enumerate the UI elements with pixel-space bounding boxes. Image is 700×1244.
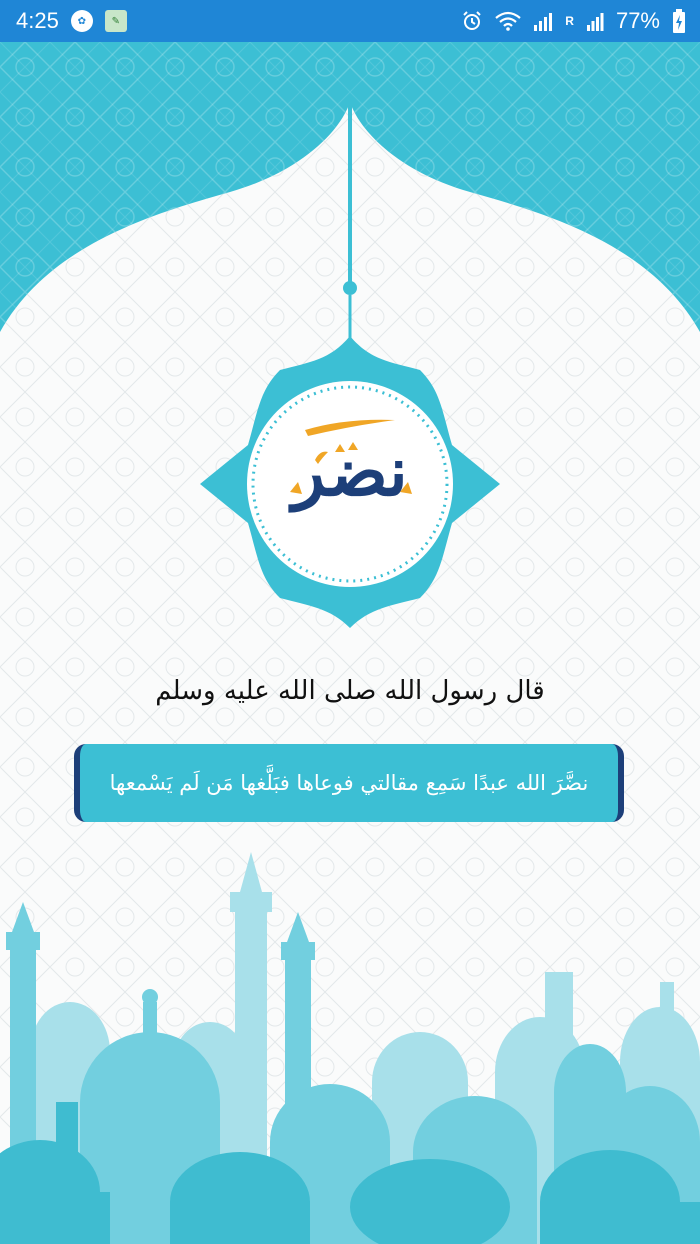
battery-charging-icon (672, 9, 686, 33)
notification-app-square-icon: ✎ (105, 10, 127, 32)
status-right (461, 8, 686, 34)
alarm-icon (461, 10, 483, 32)
hadith-heading: قال رسول الله صلى الله عليه وسلم (155, 676, 545, 706)
signal-icon (533, 11, 553, 31)
wifi-icon (495, 11, 521, 31)
signal-secondary-icon (586, 11, 604, 31)
notification-app-icon: ✿ (71, 10, 93, 32)
status-time: 4:25 (16, 8, 59, 33)
hadith-card (74, 744, 624, 822)
status-left (16, 8, 127, 34)
app-logo: نضر (292, 432, 408, 512)
carrier-mark: R (565, 14, 574, 28)
hanging-lantern-emblem (190, 100, 510, 640)
battery-percentage: 77% (615, 8, 660, 33)
hadith-text: نضَّرَ الله عبدًا سَمِع مقالتي فوعاها فبَلَّغها مَن لَم يَسْمعها (109, 771, 589, 795)
status-bar (0, 0, 700, 42)
